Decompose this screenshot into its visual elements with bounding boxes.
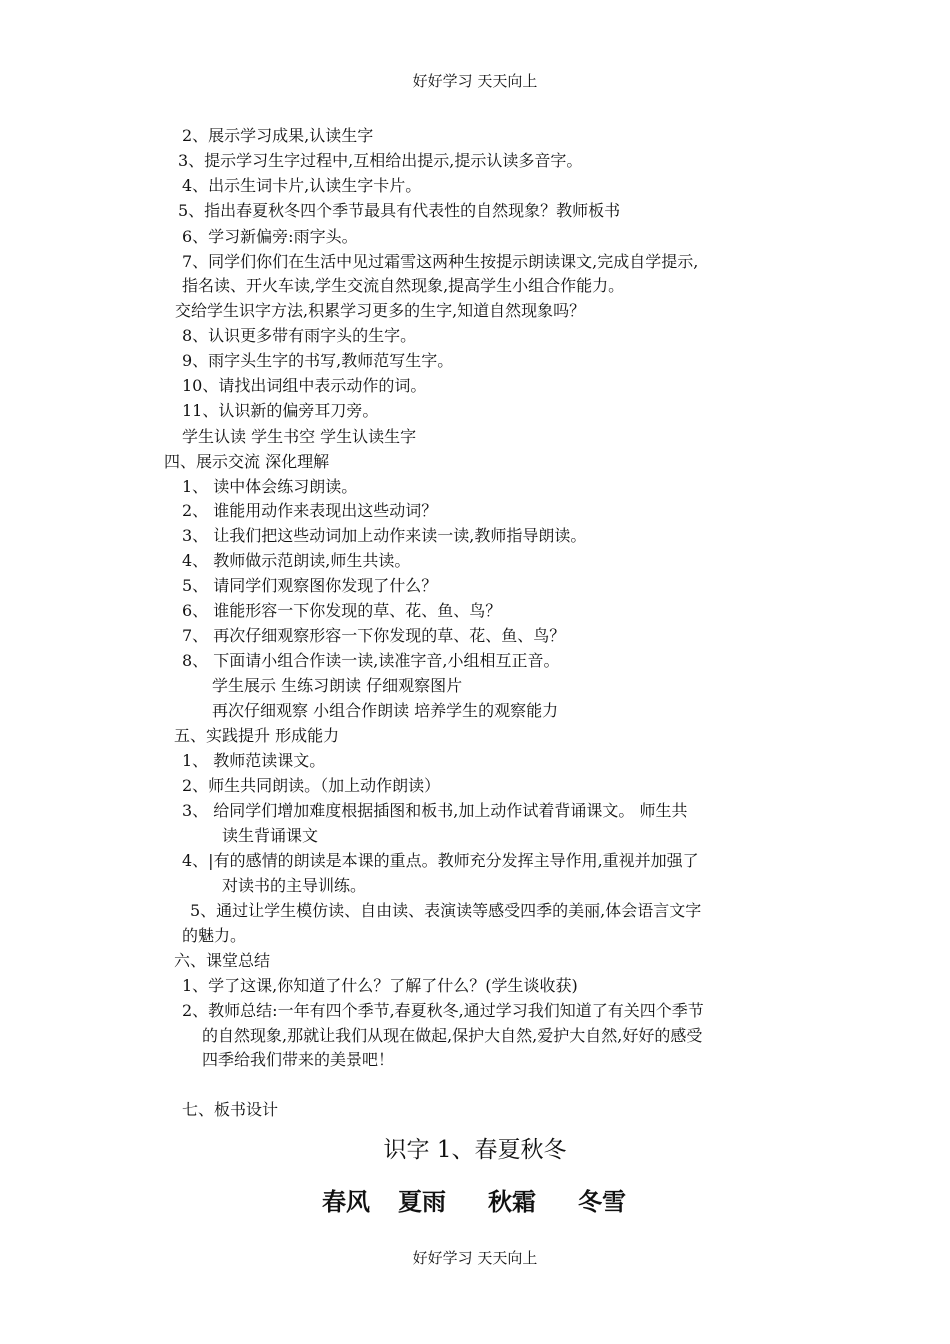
board-word: 冬雪 — [578, 1187, 626, 1216]
text-line: 学生认读 学生书空 学生认读生字 — [182, 427, 417, 446]
section-heading: 七、板书设计 — [182, 1100, 279, 1119]
text-line: 4、出示生词卡片,认读生字卡片。 — [182, 176, 422, 195]
text-line: 4、|有的感情的朗读是本课的重点。教师充分发挥主导作用,重视并加强了 — [182, 851, 699, 870]
text-line: 8、认识更多带有雨字头的生字。 — [182, 326, 417, 345]
text-line: 读生背诵课文 — [222, 826, 319, 845]
section-heading: 五、实践提升 形成能力 — [174, 726, 340, 745]
board-title: 识字 1、春夏秋冬 — [383, 1137, 567, 1163]
text-line: 2、教师总结:一年有四个季节,春夏秋冬,通过学习我们知道了有关四个季节 — [182, 1001, 704, 1020]
text-line: 的自然现象,那就让我们从现在做起,保护大自然,爱护大自然,好好的感受 — [202, 1026, 703, 1045]
text-line: 5、 请同学们观察图你发现了什么？ — [182, 576, 438, 595]
text-line: 11、认识新的偏旁耳刀旁。 — [182, 401, 379, 420]
text-line: 2、师生共同朗读。（加上动作朗读） — [182, 776, 441, 795]
board-word: 春风 — [322, 1187, 370, 1216]
page-header: 好好学习 天天向上 — [412, 72, 538, 90]
section-heading: 四、展示交流 深化理解 — [164, 452, 330, 471]
page-footer: 好好学习 天天向上 — [412, 1249, 538, 1267]
text-line: 8、 下面请小组合作读一读,读准字音,小组相互正音。 — [182, 651, 560, 670]
board-word: 秋霜 — [488, 1187, 536, 1216]
text-line: 对读书的主导训练。 — [222, 876, 367, 895]
text-line: 2、 谁能用动作来表现出这些动词？ — [182, 501, 438, 520]
text-line: 1、 教师范读课文。 — [182, 751, 326, 770]
text-line: 10、请找出词组中表示动作的词。 — [182, 376, 427, 395]
text-line: 再次仔细观察 小组合作朗读 培养学生的观察能力 — [212, 701, 559, 720]
text-line: 5、通过让学生模仿读、自由读、表演读等感受四季的美丽,体会语言文字 — [190, 901, 702, 920]
text-line: 4、 教师做示范朗读,师生共读。 — [182, 551, 411, 570]
text-line: 3、 让我们把这些动词加上动作来读一读,教师指导朗读。 — [182, 526, 587, 545]
text-line: 2、展示学习成果,认读生字 — [182, 126, 374, 145]
text-line: 指名读、开火车读,学生交流自然现象,提高学生小组合作能力。 — [182, 276, 625, 295]
text-line: 9、雨字头生字的书写,教师范写生字。 — [182, 351, 454, 370]
text-line: 的魅力。 — [182, 926, 247, 945]
text-line: 3、提示学习生字过程中,互相给出提示,提示认读多音字。 — [178, 151, 583, 170]
text-line: 1、学了这课,你知道了什么？了解了什么？(学生谈收获) — [182, 976, 578, 995]
text-line: 7、同学们你们在生活中见过霜雪这两种生按提示朗读课文,完成自学提示, — [182, 252, 699, 271]
text-line: 5、指出春夏秋冬四个季节最具有代表性的自然现象？教师板书 — [178, 201, 621, 220]
text-line: 学生展示 生练习朗读 仔细观察图片 — [212, 676, 463, 695]
text-line: 7、 再次仔细观察形容一下你发现的草、花、鱼、鸟？ — [182, 626, 566, 645]
text-line: 6、学习新偏旁:雨字头。 — [182, 227, 358, 246]
text-line: 四季给我们带来的美景吧！ — [202, 1050, 395, 1069]
text-line: 交给学生识字方法,积累学习更多的生字,知道自然现象吗？ — [175, 301, 586, 320]
text-line: 1、 读中体会练习朗读。 — [182, 477, 358, 496]
text-line: 3、 给同学们增加难度根据插图和板书,加上动作试着背诵课文。 师生共 — [182, 801, 688, 820]
section-heading: 六、课堂总结 — [174, 951, 271, 970]
board-word: 夏雨 — [398, 1187, 446, 1216]
text-line: 6、 谁能形容一下你发现的草、花、鱼、鸟？ — [182, 601, 502, 620]
